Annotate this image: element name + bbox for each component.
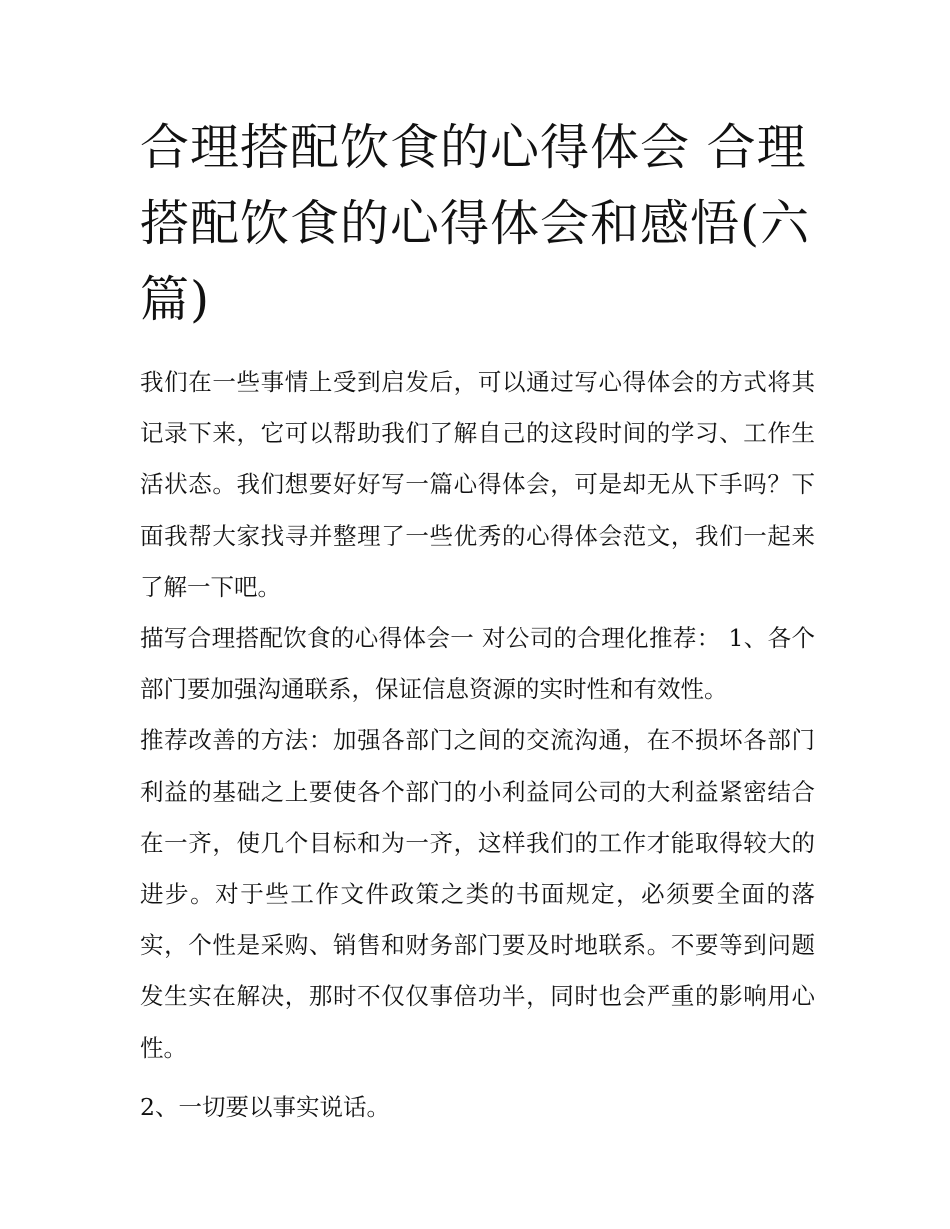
document-title: 合理搭配饮食的心得体会 合理搭配饮食的心得体会和感悟(六篇) bbox=[140, 119, 811, 328]
document-page bbox=[140, 110, 815, 1133]
intro-paragraph: 我们在一些事情上受到启发后，可以通过写心得体会的方式将其记录下来，它可以帮助我们了解自己的这段时间的学习、工作生活状态。我们想要好好写一篇心得体会，可是却无从下手吗？下面我帮大家找寻并整理了一些优秀的心得体会范文，我们一起来了解一下吧。 bbox=[140, 368, 815, 601]
improvement-method-paragraph: 推荐改善的方法：加强各部门之间的交流沟通，在不损坏各部门利益的基础之上要使各个部门的小利益同公司的大利益紧密结合在一齐，使几个目标和为一齐，这样我们的工作才能取得较大的进步。对于些工作文件政策之类的书面规定，必须要全面的落实，个性是采购、销售和财务部门要及时地联系。不要等到问题发生实在解决，那时不仅仅事倍功半，同时也会严重的影响用心性。 bbox=[140, 726, 815, 1062]
facts-paragraph: 2、一切要以事实说话。 bbox=[140, 1092, 390, 1121]
recommendation-paragraph: 描写合理搭配饮食的心得体会一 对公司的合理化推荐： 1、各个部门要加强沟通联系，保证信息资源的实时性和有效性。 bbox=[140, 624, 815, 704]
